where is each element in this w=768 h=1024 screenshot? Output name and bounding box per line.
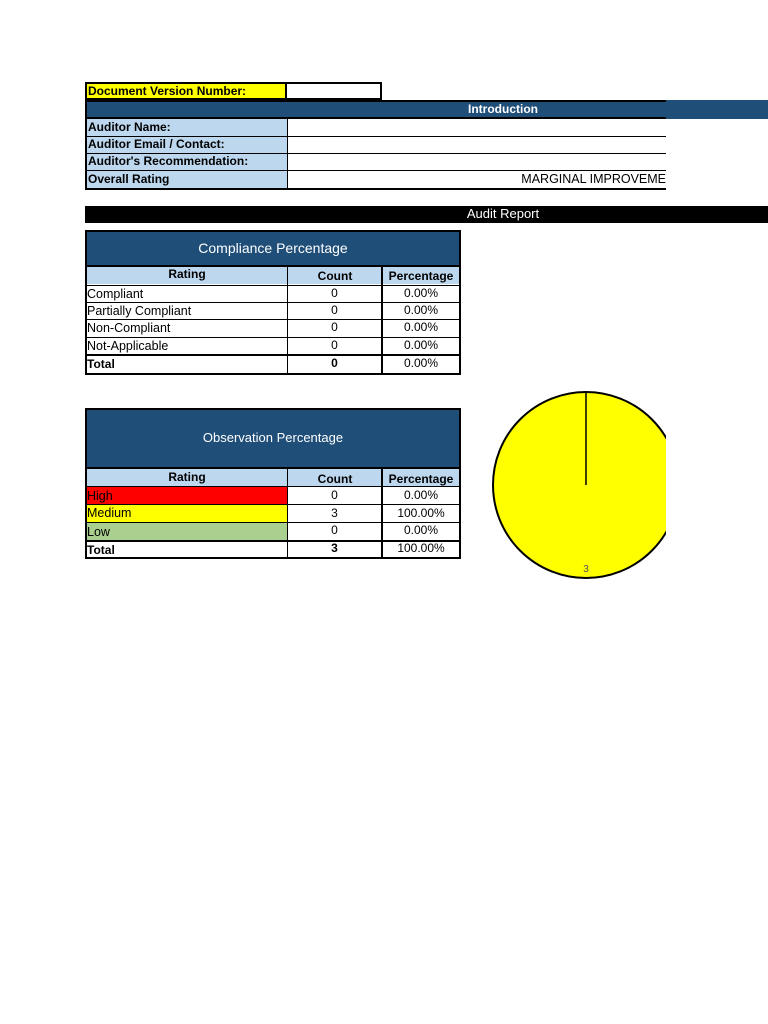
compliance-col-rating: Rating [168,267,206,281]
observation-row-rating: High [87,489,113,503]
compliance-row-rating: Not-Applicable [87,339,169,353]
auditor-recommendation-field[interactable] [288,154,666,170]
observation-row-percentage: 0.00% [403,488,439,502]
auditor-name-field[interactable] [288,119,666,136]
compliance-col-percentage: Percentage [388,269,454,283]
observation-row-count: 0 [331,488,338,502]
compliance-row-percentage: 0.00% [403,303,439,317]
compliance-row-count: 0 [331,338,338,352]
observation-row-count: 3 [331,506,338,520]
observation-row-percentage: 0.00% [403,523,439,537]
compliance-row-count: 0 [331,320,338,334]
observation-col-rating: Rating [168,470,206,484]
auditor-email-field[interactable] [288,137,666,153]
doc-version-value-cell[interactable] [287,82,382,100]
observation-row-rating: Low [87,525,110,539]
compliance-row-percentage: 0.00% [403,338,439,352]
observation-row-count: 0 [331,523,338,537]
audit-report-title: Audit Report [466,206,540,221]
pie-chart [480,390,666,580]
auditor-recommendation-label: Auditor's Recommendation: [88,154,249,168]
compliance-row-percentage: 0.00% [403,286,439,300]
observation-total-count: 3 [331,541,338,555]
compliance-row-count: 0 [331,303,338,317]
introduction-border [85,100,666,119]
introduction-title: Introduction [468,102,538,116]
observation-col-percentage: Percentage [388,472,454,486]
observation-row-rating: Medium [87,506,132,520]
compliance-col-count: Count [317,269,353,283]
doc-version-label: Document Version Number: [88,84,247,98]
compliance-row-count: 0 [331,286,338,300]
observation-title: Observation Percentage [202,430,344,445]
compliance-total-count: 0 [331,356,338,370]
pie-slice-medium [493,392,666,578]
compliance-total-label: Total [87,357,115,371]
observation-col-count: Count [317,472,353,486]
overall-rating-label: Overall Rating [88,172,170,186]
pie-data-label: 3 [583,564,589,575]
observation-total-label: Total [87,543,115,557]
observation-total-percentage: 100.00% [397,541,445,555]
compliance-total-percentage: 0.00% [403,356,439,370]
compliance-row-rating: Partially Compliant [87,304,192,318]
compliance-row-percentage: 0.00% [403,320,439,334]
auditor-email-label: Auditor Email / Contact: [88,137,225,151]
compliance-title: Compliance Percentage [198,240,348,256]
overall-rating-value[interactable]: MARGINAL IMPROVEME [521,172,666,186]
compliance-row-rating: Non-Compliant [87,321,171,335]
auditor-name-label: Auditor Name: [88,120,171,134]
compliance-row-rating: Compliant [87,287,144,301]
pie-chart-container [480,390,666,580]
observation-row-percentage: 100.00% [397,506,445,520]
